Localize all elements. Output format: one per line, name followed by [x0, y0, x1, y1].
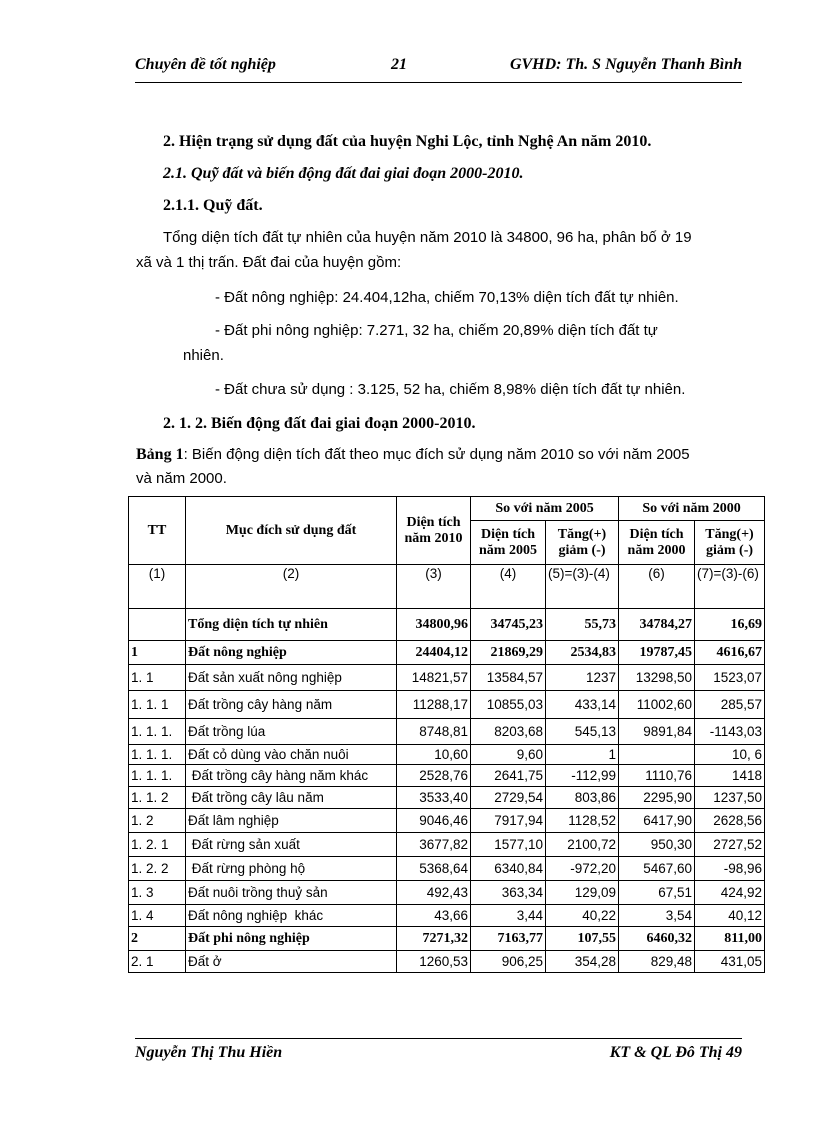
cell-tt: 1. 4: [129, 905, 186, 927]
cell-a2010: 43,66: [397, 905, 471, 927]
table-row: [129, 665, 765, 691]
page-header: [135, 56, 742, 80]
cell-a2005: 363,34: [471, 881, 546, 905]
cell-name: Đất trồng cây hàng năm: [186, 691, 397, 719]
table-row: [129, 745, 765, 765]
col-header-vs-2000: So với năm 2000: [619, 497, 765, 521]
cell-a2005: 2641,75: [471, 765, 546, 787]
cell-name: Đất phi nông nghiệp: [186, 927, 397, 951]
cell-a2000: 34784,27: [619, 609, 695, 641]
cell-a2010: 10,60: [397, 745, 471, 765]
index-row: [129, 565, 765, 609]
index-cell: (4): [471, 565, 546, 609]
cell-name: Đất cỏ dùng vào chăn nuôi: [186, 745, 397, 765]
cell-tt: 1. 1. 1.: [129, 719, 186, 745]
land-use-table: [128, 496, 765, 973]
cell-tt: 1. 2. 1: [129, 833, 186, 857]
cell-a2005: 13584,57: [471, 665, 546, 691]
cell-c2005: 545,13: [546, 719, 619, 745]
col-header-area-2010: Diện tích năm 2010: [397, 497, 471, 565]
cell-name: Đất trồng lúa: [186, 719, 397, 745]
cell-c2005: 803,86: [546, 787, 619, 809]
table-row: [129, 809, 765, 833]
col-header-vs-2005: So với năm 2005: [471, 497, 619, 521]
cell-a2010: 7271,32: [397, 927, 471, 951]
cell-tt: 2. 1: [129, 951, 186, 973]
cell-c2000: 40,12: [695, 905, 765, 927]
cell-tt: 1. 1. 2: [129, 787, 186, 809]
cell-c2000: 16,69: [695, 609, 765, 641]
cell-tt: 1. 2. 2: [129, 857, 186, 881]
heading-2: 2. Hiện trạng sử dụng đất của huyện Nghi Lộc, tỉnh Nghệ An năm 2010.: [163, 133, 652, 150]
header-title: Chuyên đề tốt nghiệp: [135, 56, 276, 73]
paragraph-line: Tổng diện tích đất tự nhiên của huyện năm 2010 là 34800, 96 ha, phân bố ở 19: [163, 229, 692, 246]
heading-2-1: 2.1. Quỹ đất và biến động đất đai giai đoạn 2000-2010.: [163, 165, 524, 182]
cell-name: Đất nuôi trồng thuỷ sản: [186, 881, 397, 905]
cell-c2000: 811,00: [695, 927, 765, 951]
table-row: [129, 857, 765, 881]
header-page-number: 21: [391, 56, 407, 73]
cell-c2005: 55,73: [546, 609, 619, 641]
table-row: [129, 609, 765, 641]
table-row: [129, 641, 765, 665]
heading-2-1-1: 2.1.1. Quỹ đất.: [163, 197, 263, 214]
cell-c2005: 1237: [546, 665, 619, 691]
bullet-item-continuation: nhiên.: [183, 347, 224, 364]
cell-name: Đất rừng phòng hộ: [186, 857, 397, 881]
cell-a2000: 13298,50: [619, 665, 695, 691]
index-cell: (2): [186, 565, 397, 609]
cell-tt: 2: [129, 927, 186, 951]
cell-name: Đất trồng cây hàng năm khác: [186, 765, 397, 787]
header-advisor: GVHD: Th. S Nguyễn Thanh Bình: [509, 56, 742, 73]
cell-c2005: 433,14: [546, 691, 619, 719]
cell-name: Đất nông nghiệp khác: [186, 905, 397, 927]
cell-c2005: 107,55: [546, 927, 619, 951]
table-row: [129, 787, 765, 809]
cell-a2005: 1577,10: [471, 833, 546, 857]
cell-c2000: 424,92: [695, 881, 765, 905]
col-header-area-2000: Diện tích năm 2000: [619, 521, 695, 565]
cell-tt: 1. 3: [129, 881, 186, 905]
cell-name: Đất ở: [186, 951, 397, 973]
cell-c2005: 354,28: [546, 951, 619, 973]
cell-c2005: -972,20: [546, 857, 619, 881]
cell-tt: 1: [129, 641, 186, 665]
cell-a2000: 1110,76: [619, 765, 695, 787]
bullet-item: - Đất chưa sử dụng : 3.125, 52 ha, chiếm 8,98% diện tích đất tự nhiên.: [215, 381, 686, 398]
col-header-change-2000: Tăng(+) giảm (-): [695, 521, 765, 565]
cell-a2000: 67,51: [619, 881, 695, 905]
cell-c2000: 1418: [695, 765, 765, 787]
table-row: [129, 719, 765, 745]
cell-a2010: 492,43: [397, 881, 471, 905]
table-row: [129, 833, 765, 857]
table-row: [129, 881, 765, 905]
cell-c2005: 1128,52: [546, 809, 619, 833]
bullet-item: - Đất nông nghiệp: 24.404,12ha, chiếm 70,13% diện tích đất tự nhiên.: [215, 289, 679, 306]
cell-c2000: 4616,67: [695, 641, 765, 665]
cell-a2010: 14821,57: [397, 665, 471, 691]
index-cell: (6): [619, 565, 695, 609]
cell-c2005: 1: [546, 745, 619, 765]
table-row: [129, 905, 765, 927]
cell-a2010: 3677,82: [397, 833, 471, 857]
col-header-tt: TT: [129, 497, 186, 565]
cell-a2005: 3,44: [471, 905, 546, 927]
header-rule: [135, 82, 742, 83]
cell-a2000: [619, 745, 695, 765]
caption-text: : Biến động diện tích đất theo mục đích sử dụng năm 2010 so với năm 2005: [183, 446, 690, 463]
cell-a2000: 11002,60: [619, 691, 695, 719]
cell-name: Đất trồng cây lâu năm: [186, 787, 397, 809]
table-row: [129, 691, 765, 719]
cell-a2005: 21869,29: [471, 641, 546, 665]
cell-c2000: -1143,03: [695, 719, 765, 745]
table-caption: [136, 446, 690, 464]
cell-a2000: 6460,32: [619, 927, 695, 951]
table-row: [129, 927, 765, 951]
cell-name: Đất rừng sản xuất: [186, 833, 397, 857]
cell-name: Đất sản xuất nông nghiệp: [186, 665, 397, 691]
col-header-purpose: Mục đích sử dụng đất: [186, 497, 397, 565]
cell-c2005: 129,09: [546, 881, 619, 905]
cell-a2010: 11288,17: [397, 691, 471, 719]
cell-tt: 1. 1: [129, 665, 186, 691]
cell-a2010: 2528,76: [397, 765, 471, 787]
cell-name: Đất nông nghiệp: [186, 641, 397, 665]
cell-c2005: 2534,83: [546, 641, 619, 665]
cell-tt: 1. 1. 1.: [129, 745, 186, 765]
cell-a2000: 9891,84: [619, 719, 695, 745]
cell-tt: 1. 1. 1.: [129, 765, 186, 787]
cell-a2005: 6340,84: [471, 857, 546, 881]
col-header-area-2005: Diện tích năm 2005: [471, 521, 546, 565]
cell-a2005: 2729,54: [471, 787, 546, 809]
cell-a2005: 8203,68: [471, 719, 546, 745]
cell-a2005: 906,25: [471, 951, 546, 973]
cell-a2010: 1260,53: [397, 951, 471, 973]
cell-c2000: 1523,07: [695, 665, 765, 691]
cell-c2000: 285,57: [695, 691, 765, 719]
cell-a2005: 7917,94: [471, 809, 546, 833]
paragraph-line: xã và 1 thị trấn. Đất đai của huyện gồm:: [136, 254, 402, 271]
cell-a2000: 3,54: [619, 905, 695, 927]
footer-author: Nguyễn Thị Thu Hiền: [135, 1044, 283, 1061]
cell-c2000: 2628,56: [695, 809, 765, 833]
cell-a2005: 10855,03: [471, 691, 546, 719]
cell-a2005: 34745,23: [471, 609, 546, 641]
cell-a2000: 2295,90: [619, 787, 695, 809]
cell-a2010: 5368,64: [397, 857, 471, 881]
cell-a2005: 9,60: [471, 745, 546, 765]
index-cell: (3): [397, 565, 471, 609]
cell-a2010: 24404,12: [397, 641, 471, 665]
cell-a2000: 5467,60: [619, 857, 695, 881]
cell-c2000: 431,05: [695, 951, 765, 973]
cell-c2000: 1237,50: [695, 787, 765, 809]
index-cell: (1): [129, 565, 186, 609]
cell-c2005: -112,99: [546, 765, 619, 787]
footer-rule: [135, 1038, 742, 1039]
caption-label: Bảng 1: [136, 446, 184, 463]
table-caption-line2: và năm 2000.: [136, 470, 227, 487]
col-header-change-2005: Tăng(+) giảm (-): [546, 521, 619, 565]
cell-tt: [129, 609, 186, 641]
cell-a2000: 829,48: [619, 951, 695, 973]
heading-2-1-2: 2. 1. 2. Biến động đất đai giai đoạn 2000-2010.: [163, 415, 476, 432]
footer-course: KT & QL Đô Thị 49: [609, 1044, 742, 1061]
cell-a2000: 6417,90: [619, 809, 695, 833]
cell-c2000: 2727,52: [695, 833, 765, 857]
cell-c2000: -98,96: [695, 857, 765, 881]
cell-tt: 1. 2: [129, 809, 186, 833]
cell-a2010: 3533,40: [397, 787, 471, 809]
cell-a2000: 19787,45: [619, 641, 695, 665]
cell-name: Đất lâm nghiệp: [186, 809, 397, 833]
cell-tt: 1. 1. 1: [129, 691, 186, 719]
cell-a2010: 8748,81: [397, 719, 471, 745]
cell-a2010: 9046,46: [397, 809, 471, 833]
index-cell: (7)=(3)-(6): [695, 565, 765, 609]
cell-a2000: 950,30: [619, 833, 695, 857]
cell-c2000: 10, 6: [695, 745, 765, 765]
cell-c2005: 40,22: [546, 905, 619, 927]
table-row: [129, 765, 765, 787]
cell-name: Tổng diện tích tự nhiên: [186, 609, 397, 641]
cell-a2010: 34800,96: [397, 609, 471, 641]
bullet-item: - Đất phi nông nghiệp: 7.271, 32 ha, chiếm 20,89% diện tích đất tự: [215, 322, 658, 339]
index-cell: (5)=(3)-(4): [546, 565, 619, 609]
table-row: [129, 951, 765, 973]
cell-c2005: 2100,72: [546, 833, 619, 857]
cell-a2005: 7163,77: [471, 927, 546, 951]
